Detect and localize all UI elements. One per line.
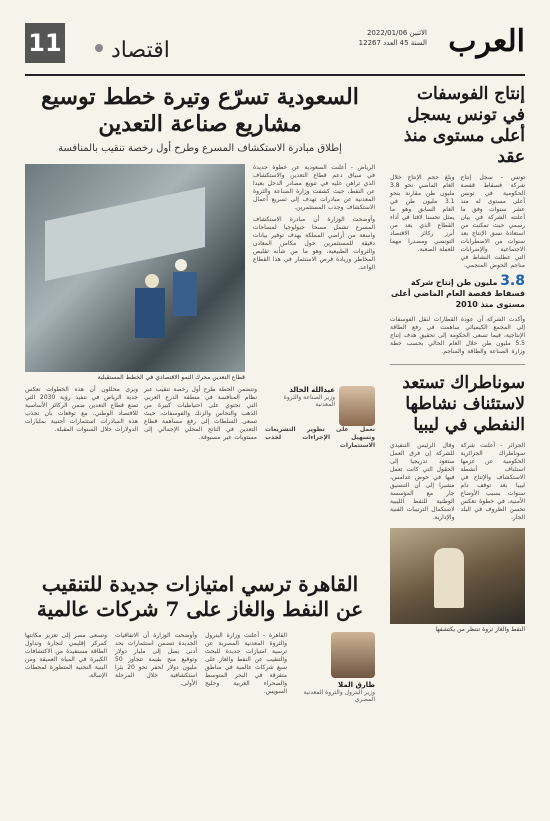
divider <box>390 364 525 365</box>
oil-worker-photo <box>390 528 525 624</box>
saudi-body-area <box>25 164 375 564</box>
cairo-text-2: وأوضحت الوزارة أن الاتفاقيات الجديدة تتضمن استثمارات بحد أدنى يصل إلى مليار دولار وتوقيع منح بقيمة تتجاوز 50 مليون دولار لحفر نحو 20 بئرا استكشافية خلال المرحلة الأولى. <box>115 632 197 687</box>
minister-photo <box>331 632 375 678</box>
saudi-intro-column <box>253 164 375 272</box>
cairo-text-3: وتسعى مصر إلى تعزيز مكانتها كمركز إقليمي لتجارة وتداول الطاقة مستفيدة من الاكتشافات الكبيرة في المياه العميقة ومن البنية التحتية المتطورة لمحطات الإسالة. <box>25 632 107 679</box>
cairo-text-1: القاهرة - أعلنت وزارة البترول والثروة المعدنية المصرية عن ترسية امتيازات جديدة للبحث والتنقيب عن النفط والغاز على سبع شركات عالمية في مناطق متفرقة في البحر المتوسط والصحراء الغربية وخليج السويس. <box>205 632 287 695</box>
saudi-intro: الرياض - أعلنت السعودية عن خطوة جديدة في سياق دعم قطاع التعدين والاستكشاف الذي تراهن عليه في تنويع مصادر الدخل بعيدا عن النفط، حيث كشفت وزارة الصناعة والثروة المعدنية عن مبادرات تهدف إلى تسريع أعمال الاستكشاف وجذب المستثمرين. <box>253 164 375 211</box>
phosphate-text-1: تونس - سجل إنتاج شركة فسفاط قفصة الحكومية في تونس أعلى مستوى له منذ عشر سنوات وفق ما أعلنته الشركة في بيان رسمي حيث تمكنت من استعادة نسق الإنتاج بعد سنوات من الاضطرابات الاجتماعية والإضرابات التي عطلت النشاط في مناجم الحوض المنجمي. <box>460 174 525 269</box>
saudi-text-2: وتتضمن الخطة طرح أول رخصة تنقيب عبر نظام المنافسة في منطقة الدرع العربي التي تحتوي على احتياطيات كبيرة من الذهب والنحاس والزنك والفوسفات، حيث تسعى السلطات إلى رفع مساهمة قطاع التعدين في الناتج المحلي الإجمالي إلى مستويات غير مسبوقة. <box>144 386 257 441</box>
section-title: اقتصاد <box>111 38 170 63</box>
saudi-text-3: ويرى محللون أن هذه الخطوات تعكس جدية الرياض في تنفيذ رؤية 2030 التي تضع قطاع التعدين ضمن الركائز الأساسية للاقتصاد الوطني، مع توقعات بأن تجذب هذه المبادرات استثمارات أجنبية بمليارات الدولارات خلال السنوات المقبلة. <box>25 386 139 433</box>
page-number: 11 <box>25 23 65 63</box>
saudi-text-1: وأوضحت الوزارة أن مبادرة الاستكشاف المسرع تشمل مسحا جيولوجيا لمساحات واسعة من أراضي المملكة بهدف توفير بيانات دقيقة للمستثمرين حول مكامن المعادن والثروات الطبيعية، وهو ما من شأنه تقليص المخاطر وزيادة فرص الاستثمار في هذا القطاع الواعد. <box>253 216 375 271</box>
minister-role: وزير البترول والثروة المعدنية المصري <box>303 689 375 703</box>
writer-name: عبدالله الخالد <box>289 386 335 394</box>
phosphate-text-3: وأكدت الشركة أن عودة القطارات لنقل الفوسفات إلى المجمع الكيميائي ساهمت في رفع الطاقة الإنتاجية، فيما تسعى الحكومة إلى تحقيق هدف إنتاج 5.5 مليون طن خلال العام الحالي بحسب خطة وزارة الصناعة والطاقة والمناجم. <box>390 316 525 355</box>
phosphate-callout <box>390 273 525 310</box>
oil-photo-caption: النفط والغاز ثروة تنتظر من يكتشفها <box>435 626 525 633</box>
mining-photo-caption: قطاع التعدين محرك النمو الاقتصادي في الخطط المستقبلية <box>97 374 245 381</box>
right-column <box>390 84 525 633</box>
writer-role: وزير الصناعة والثروة المعدنية <box>283 394 335 408</box>
writer-quote: نعمل على تطوير التشريعات وتسهيل الإجراءات لجذب الاستثمارات <box>265 426 375 449</box>
phosphate-headline: إنتاج الفوسفات في تونس يسجل أعلى مستوى منذ عقد <box>403 84 525 167</box>
callout-text: مليون طن إنتاج شركة فسفاط قفصة العام الماضي أعلى مستوى منذ 2010 <box>391 278 525 309</box>
libya-body <box>390 442 525 522</box>
saudi-headline: السعودية تسرّع وتيرة خطط توسيع مشاريع صناعة التعدين <box>41 84 359 137</box>
issue-date: الاثنين 2022/01/06 <box>366 29 427 37</box>
phosphate-body <box>390 174 525 270</box>
saudi-story <box>25 84 375 155</box>
minister-box <box>295 632 375 703</box>
saudi-columns <box>25 386 257 442</box>
writer-box <box>265 386 375 450</box>
libya-text-2: وقال الرئيس التنفيذي للشركة إن فرق العمل ستعود تدريجيا إلى الحقول التي كانت تعمل فيها في حوض غدامس، مشيرا إلى أن التنسيق جار مع المؤسسة الوطنية للنفط الليبية لاستكمال الترتيبات الفنية والإدارية. <box>390 442 455 521</box>
minister-name: طارق الملا <box>338 681 375 689</box>
cairo-body <box>25 632 375 703</box>
saudi-subhead: إطلاق مبادرة الاستكشاف المسرع وطرح أول رخصة تنقيب بالمنافسة <box>58 143 342 154</box>
newspaper-logo: العرب <box>448 24 525 59</box>
callout-number: 3.8 <box>500 273 525 289</box>
phosphate-text-2: وبلغ حجم الإنتاج خلال العام الماضي نحو 3.8 مليون طن مقارنة بنحو 3.1 مليون طن في العام السابق وهو ما يمثل تحسنا لافتا في أداء القطاع الذي يعد من أبرز ركائز الاقتصاد التونسي ومصدرا مهما للعملة الصعبة. <box>390 174 455 253</box>
section-dot-icon <box>95 44 103 52</box>
issue-info <box>359 28 427 48</box>
issue-number: السنة 45 العدد 12267 <box>358 39 427 47</box>
writer-photo <box>339 386 375 426</box>
cairo-story <box>25 572 375 703</box>
mining-photo <box>25 164 245 372</box>
libya-headline: سوناطراك تستعد لاستئناف نشاطها النفطي في ليبيا <box>402 373 525 435</box>
cairo-headline: القاهرة ترسي امتيازات جديدة للتنقيب عن النفط والغاز على 7 شركات عالمية <box>36 572 364 621</box>
libya-text-1: الجزائر - أعلنت شركة سوناطراك الجزائرية الحكومية عن عزمها استئناف أنشطة الاستكشاف والإنتاج في ليبيا بعد توقف دام سنوات بسبب الأوضاع الأمنية، في خطوة تعكس تحسن الظروف في البلد الجار. <box>460 442 525 521</box>
masthead <box>25 18 525 76</box>
